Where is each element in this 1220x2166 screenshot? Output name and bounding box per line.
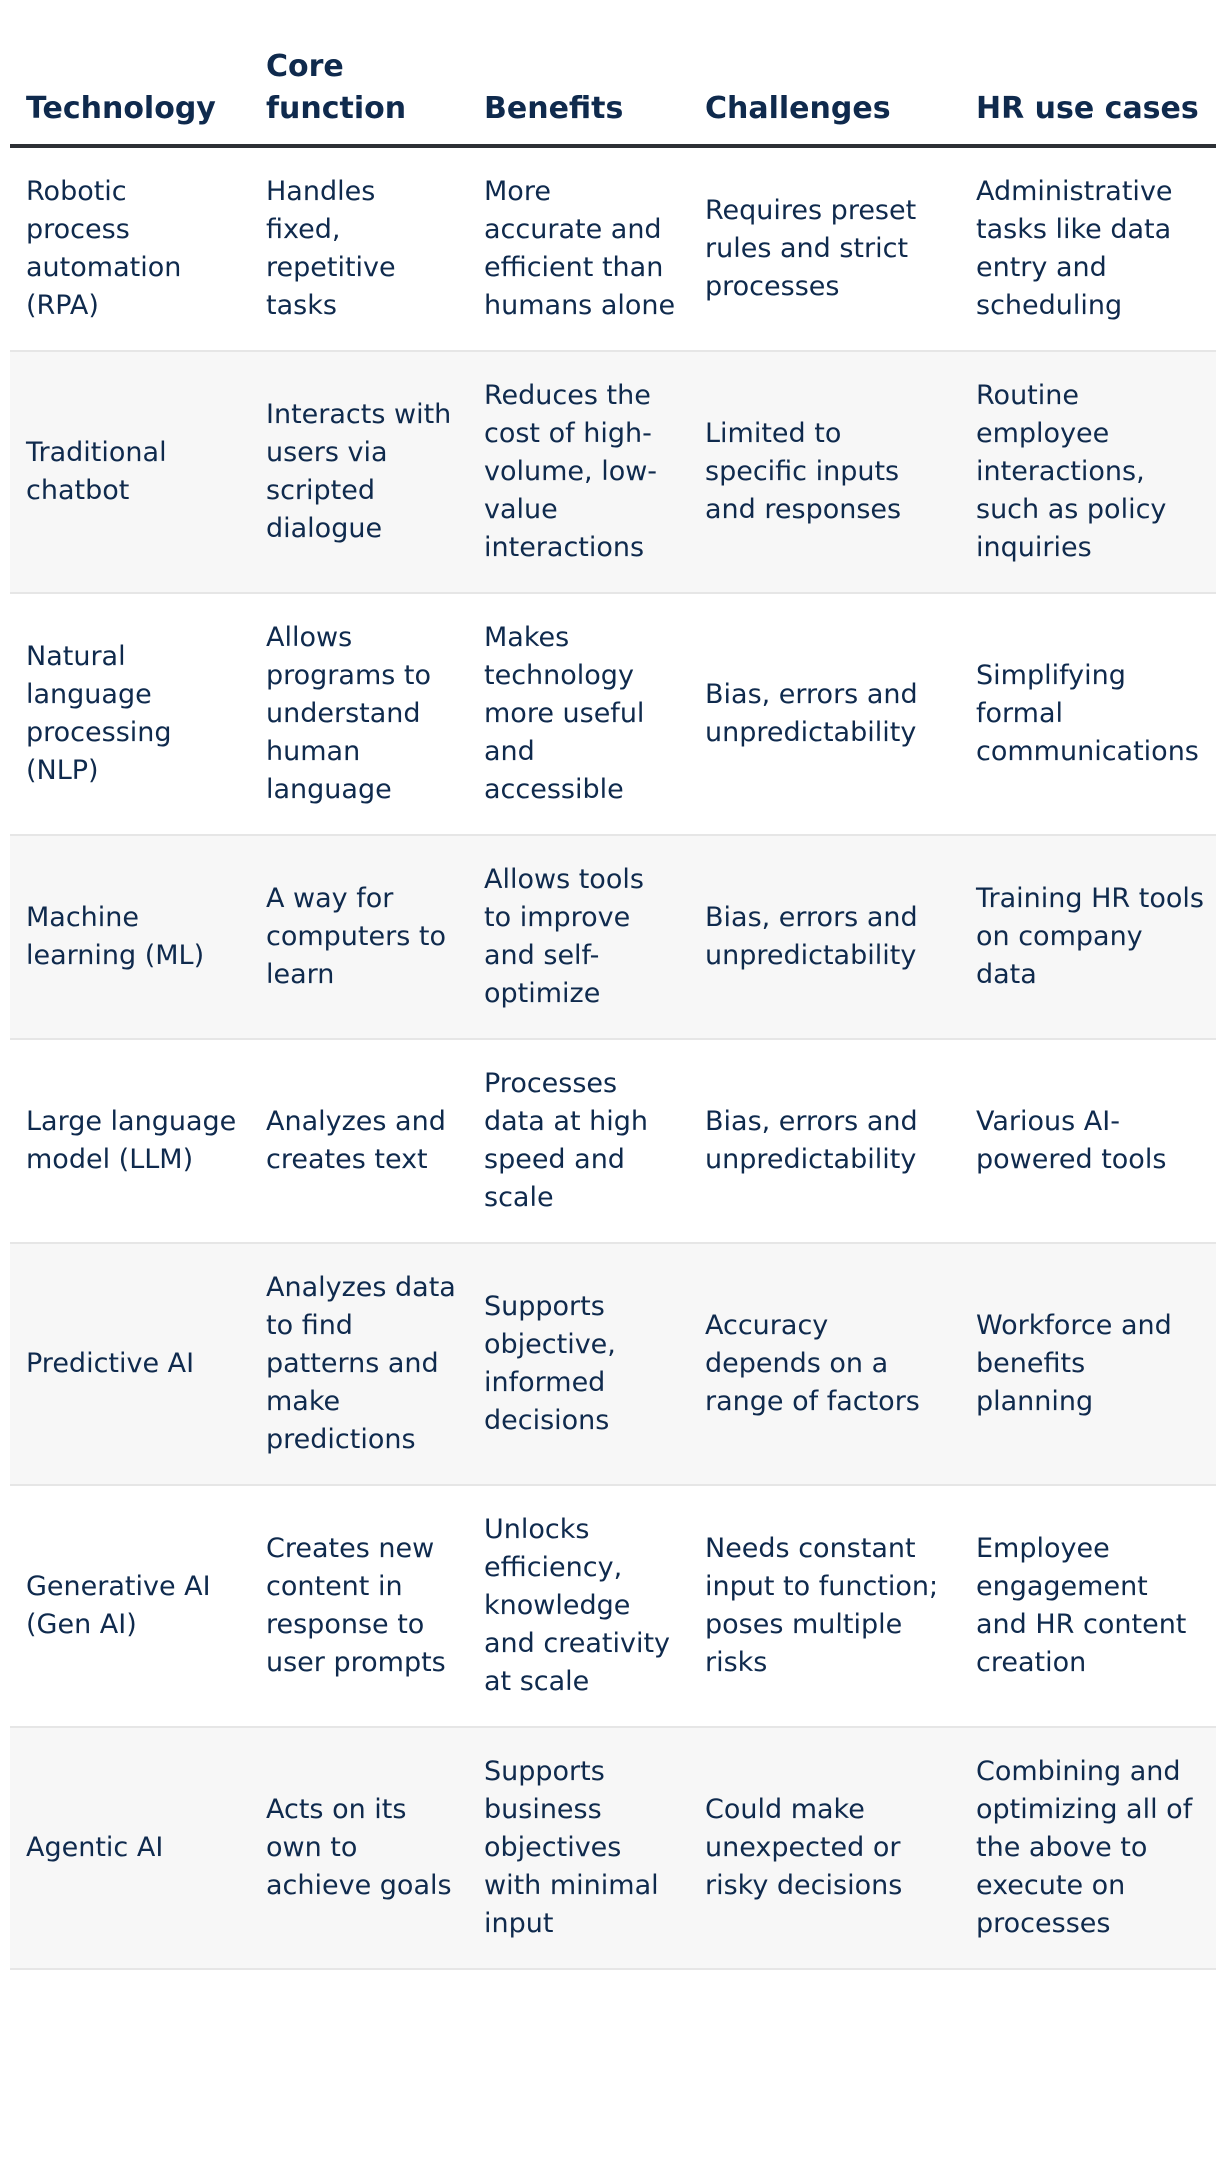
table-row [10, 1243, 1216, 1485]
cell-challenges: Bias, errors and unpredictability [689, 593, 960, 835]
cell-challenges: Accuracy depends on a range of factors [689, 1243, 960, 1485]
cell-hr-use-cases: Workforce and benefits planning [960, 1243, 1216, 1485]
cell-core-function: Analyzes and creates text [250, 1039, 468, 1243]
cell-hr-use-cases: Simplifying formal communications [960, 593, 1216, 835]
header-benefits: Benefits [468, 34, 689, 146]
cell-core-function: Handles fixed, repetitive tasks [250, 146, 468, 351]
cell-technology: Robotic process automation (RPA) [10, 146, 250, 351]
table-row [10, 1727, 1216, 1969]
header-row [10, 34, 1216, 146]
cell-technology: Natural language processing (NLP) [10, 593, 250, 835]
table-row [10, 1039, 1216, 1243]
table-row [10, 835, 1216, 1039]
cell-benefits: Reduces the cost of high-volume, low-value interactions [468, 351, 689, 593]
cell-hr-use-cases: Various AI-powered tools [960, 1039, 1216, 1243]
table-row [10, 146, 1216, 351]
cell-core-function: Acts on its own to achieve goals [250, 1727, 468, 1969]
cell-core-function: Allows programs to understand human language [250, 593, 468, 835]
cell-benefits: Processes data at high speed and scale [468, 1039, 689, 1243]
cell-core-function: Interacts with users via scripted dialogue [250, 351, 468, 593]
header-challenges: Challenges [689, 34, 960, 146]
cell-challenges: Needs constant input to function; poses multiple risks [689, 1485, 960, 1727]
table-header [10, 34, 1216, 146]
cell-core-function: Analyzes data to find patterns and make predictions [250, 1243, 468, 1485]
cell-benefits: Makes technology more useful and accessible [468, 593, 689, 835]
cell-technology: Agentic AI [10, 1727, 250, 1969]
cell-benefits: More accurate and efficient than humans alone [468, 146, 689, 351]
cell-hr-use-cases: Routine employee interactions, such as policy inquiries [960, 351, 1216, 593]
cell-benefits: Supports objective, informed decisions [468, 1243, 689, 1485]
table-row [10, 351, 1216, 593]
header-hr-use-cases: HR use cases [960, 34, 1216, 146]
cell-challenges: Requires preset rules and strict processes [689, 146, 960, 351]
cell-challenges: Bias, errors and unpredictability [689, 1039, 960, 1243]
cell-challenges: Limited to specific inputs and responses [689, 351, 960, 593]
cell-hr-use-cases: Combining and optimizing all of the above to execute on processes [960, 1727, 1216, 1969]
table-row [10, 1485, 1216, 1727]
table-body [10, 146, 1216, 1969]
cell-technology: Traditional chatbot [10, 351, 250, 593]
cell-core-function: A way for computers to learn [250, 835, 468, 1039]
cell-benefits: Supports business objectives with minimal input [468, 1727, 689, 1969]
cell-technology: Generative AI (Gen AI) [10, 1485, 250, 1727]
cell-technology: Large language model (LLM) [10, 1039, 250, 1243]
table-row [10, 593, 1216, 835]
cell-core-function: Creates new content in response to user prompts [250, 1485, 468, 1727]
cell-technology: Predictive AI [10, 1243, 250, 1485]
cell-benefits: Allows tools to improve and self-optimize [468, 835, 689, 1039]
cell-technology: Machine learning (ML) [10, 835, 250, 1039]
cell-hr-use-cases: Training HR tools on company data [960, 835, 1216, 1039]
ai-technology-table [10, 34, 1216, 1970]
header-technology: Technology [10, 34, 250, 146]
cell-hr-use-cases: Employee engagement and HR content creation [960, 1485, 1216, 1727]
cell-hr-use-cases: Administrative tasks like data entry and scheduling [960, 146, 1216, 351]
header-core-function: Core function [250, 34, 468, 146]
cell-challenges: Could make unexpected or risky decisions [689, 1727, 960, 1969]
cell-benefits: Unlocks efficiency, knowledge and creativity at scale [468, 1485, 689, 1727]
cell-challenges: Bias, errors and unpredictability [689, 835, 960, 1039]
